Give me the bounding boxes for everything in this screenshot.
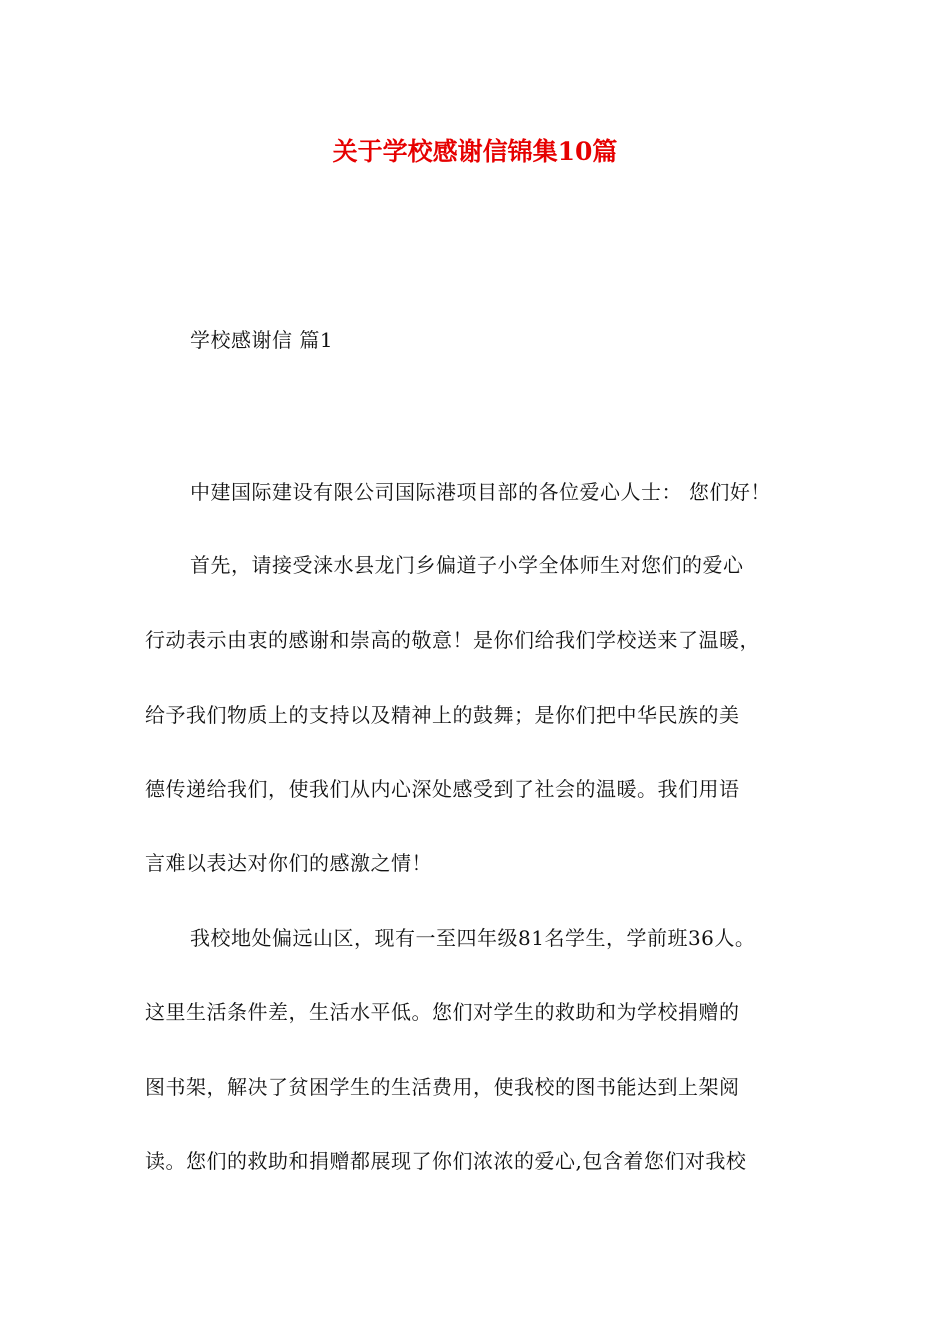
paragraph-line: 首先，请接受涞水县龙门乡偏道子小学全体师生对您们的爱心 (190, 553, 744, 577)
salutation-line: 中建国际建设有限公司国际港项目部的各位爱心人士： 您们好！ (190, 480, 771, 504)
paragraph-line: 言难以表达对你们的感激之情！ (145, 851, 432, 875)
paragraph-line: 给予我们物质上的支持以及精神上的鼓舞；是你们把中华民族的美 (145, 703, 740, 727)
paragraph-line: 读。您们的救助和捐赠都展现了你们浓浓的爱心,包含着您们对我校 (145, 1149, 747, 1173)
paragraph-line: 图书架，解决了贫困学生的生活费用，使我校的图书能达到上架阅 (145, 1075, 740, 1099)
section-heading: 学校感谢信 篇1 (190, 328, 334, 352)
paragraph-line: 这里生活条件差，生活水平低。您们对学生的救助和为学校捐赠的 (145, 1000, 740, 1024)
document-title: 关于学校感谢信锦集10篇 (332, 137, 618, 166)
paragraph-line: 德传递给我们，使我们从内心深处感受到了社会的温暖。我们用语 (145, 777, 740, 801)
paragraph-line: 行动表示由衷的感谢和崇高的敬意！是你们给我们学校送来了温暖， (145, 628, 760, 652)
paragraph-line: 我校地处偏远山区，现有一至四年级81名学生，学前班36人。 (190, 926, 756, 950)
